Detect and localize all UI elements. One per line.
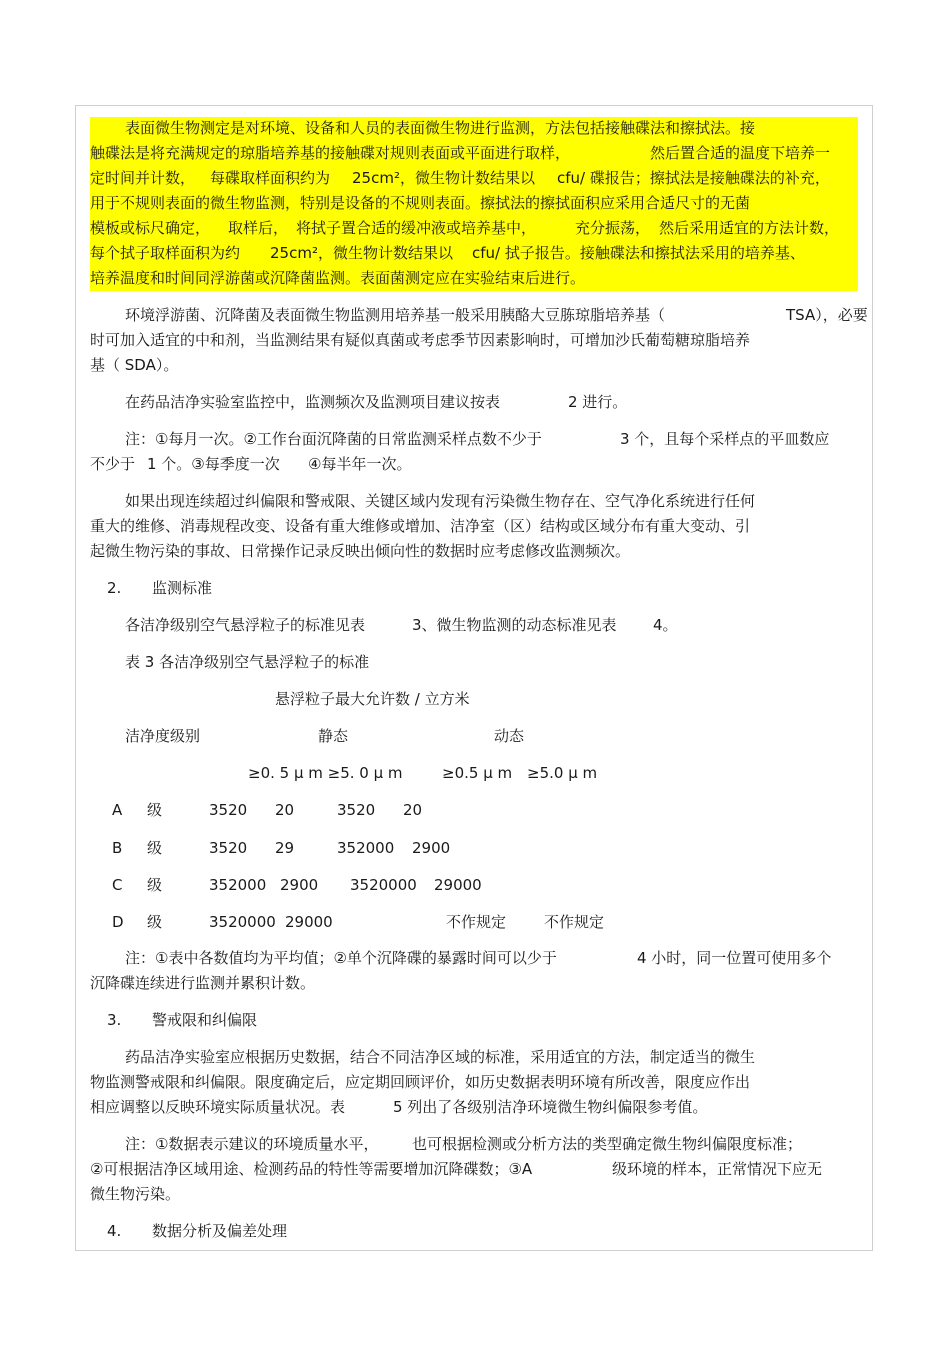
table3-cell: 20 [275,801,295,819]
table3-row-unit: 级 [147,801,163,819]
highlight-line-3a: 定时间并计数， [90,169,196,187]
std-line-c: 4。 [653,616,678,634]
table2-ref-b: 2 进行。 [568,393,628,411]
highlight-line-1: 表面微生物测定是对环境、设备和人员的表面微生物进行监测，方法包括接触碟法和擦拭法。接 [125,119,756,137]
section-2-number: 2. [107,579,122,597]
table3-size-dyn-2: ≥5.0 μ m [527,764,598,782]
highlight-line-4: 用于不规则表面的微生物监测，特别是设备的不规则表面。擦拭法的擦拭面积应采用合适尺寸的无菌 [90,194,751,212]
table3-col-dynamic: 动态 [494,727,525,745]
note1-line-2a: 不少于 [90,455,136,473]
modify-line-1: 如果出现连续超过纠偏限和警戒限、关键区域内发现有污染微生物存在、空气净化系统进行任何 [125,492,756,510]
note3-line-1a: 注：①数据表示建议的环境质量水平， [125,1135,379,1153]
limit-line-1: 药品洁净实验室应根据历史数据，结合不同洁净区域的标准，采用适宜的方法，制定适当的微生 [125,1048,756,1066]
table3-size-dyn-1: ≥0.5 μ m [442,764,513,782]
table3-col-static: 静态 [318,727,349,745]
note1-line-1a: 注：①每月一次。②工作台面沉降菌的日常监测采样点数不少于 [125,430,542,448]
table3-col-grade: 洁净度级别 [125,727,201,745]
note1-line-2c: ④每半年一次。 [308,455,412,473]
limit-line-3a: 相应调整以反映环境实际质量状况。表 [90,1098,346,1116]
table3-row-grade: A [112,801,123,819]
limit-line-2: 物监测警戒限和纠偏限。限度确定后，应定期回顾评价，如历史数据表明环境有所改善，限度应作出 [90,1073,751,1091]
medium-line-2: 时可加入适宜的中和剂，当监测结果有疑似真菌或考虑季节因素影响时，可增加沙氏葡萄糖琼脂培养 [90,331,751,349]
table3-row-unit: 级 [147,876,163,894]
table3-row-unit: 级 [147,913,163,931]
table3-cell: 3520 [209,839,248,857]
highlight-line-6c: cfu/ 拭子报告。接触碟法和擦拭法采用的培养基、 [472,244,805,262]
table3-cell: 20 [403,801,423,819]
section-2-title: 监测标准 [152,579,213,597]
section-4-title: 数据分析及偏差处理 [152,1222,288,1240]
medium-line-1b: TSA），必要 [786,306,868,324]
section-4-number: 4. [107,1222,122,1240]
highlight-line-3b: 每碟取样面积约为 [210,169,331,187]
highlight-line-7: 培养温度和时间同浮游菌或沉降菌监测。表面菌测定应在实验结束后进行。 [90,269,586,287]
highlight-line-5a: 模板或标尺确定， [90,219,211,237]
highlight-line-2: 触碟法是将充满规定的琼脂培养基的接触碟对规则表面或平面进行取样， [90,144,571,162]
table3-cell: 不作规定 [544,913,605,931]
table3-cell: 不作规定 [446,913,507,931]
highlight-line-3c: 25cm²，微生物计数结果以 [352,169,535,187]
note1-line-2b: 1 个。③每季度一次 [147,455,280,473]
highlight-line-5c: 将拭子置合适的缓冲液或培养基中， [296,219,537,237]
table3-row-unit: 级 [147,839,163,857]
highlight-line-5e: 然后采用适宜的方法计数， [659,219,840,237]
note3-line-3: 微生物污染。 [90,1185,181,1203]
highlight-line-6b: 25cm²，微生物计数结果以 [270,244,453,262]
modify-line-3: 起微生物污染的事故、日常操作记录反映出倾向性的数据时应考虑修改监测频次。 [90,542,631,560]
std-line-b: 3、微生物监测的动态标准见表 [412,616,617,634]
limit-line-3b: 5 列出了各级别洁净环境微生物纠偏限参考值。 [393,1098,708,1116]
table3-cell: 29000 [434,876,482,894]
table3-cell: 2900 [280,876,319,894]
section-3-title: 警戒限和纠偏限 [152,1011,258,1029]
table3-cell: 352000 [337,839,395,857]
table3-cell: 2900 [412,839,451,857]
table3-size-static: ≥0. 5 μ m ≥5. 0 μ m [248,764,403,782]
highlight-line-5b: 取样后， [228,219,289,237]
highlight-line-3d: cfu/ 碟报告；擦拭法是接触碟法的补充， [557,169,830,187]
note3-line-2a: ②可根据洁净区域用途、检测药品的特性等需要增加沉降碟数；③A [90,1160,533,1178]
table3-row-grade: D [112,913,124,931]
modify-line-2: 重大的维修、消毒规程改变、设备有重大维修或增加、洁净室（区）结构或区域分布有重大变动、引 [90,517,751,535]
note1-line-1b: 3 个，且每个采样点的平皿数应 [620,430,830,448]
table3-caption: 表 3 各洁净级别空气悬浮粒子的标准 [125,653,370,671]
table3-cell: 3520000 [350,876,417,894]
note3-line-2b: 级环境的样本，正常情况下应无 [612,1160,823,1178]
note2-line-1a: 注：①表中各数值均为平均值；②单个沉降碟的暴露时间可以少于 [125,949,557,967]
std-line-a: 各洁净级别空气悬浮粒子的标准见表 [125,616,366,634]
medium-line-3: 基（ SDA）。 [90,356,179,374]
note3-line-1b: 也可根据检测或分析方法的类型确定微生物纠偏限度标准； [412,1135,803,1153]
table3-cell: 3520 [337,801,376,819]
highlight-line-5d: 充分振荡， [575,219,651,237]
section-3-number: 3. [107,1011,122,1029]
table3-cell: 29000 [285,913,333,931]
table3-cell: 29 [275,839,295,857]
table2-ref-a: 在药品洁净实验室监控中，监测频次及监测项目建议按表 [125,393,501,411]
note2-line-2: 沉降碟连续进行监测并累积计数。 [90,974,316,992]
highlight-line-2b: 然后置合适的温度下培养一 [650,144,831,162]
table3-top-header: 悬浮粒子最大允许数 / 立方米 [275,690,470,708]
table3-row-grade: C [112,876,123,894]
highlight-line-6a: 每个拭子取样面积为约 [90,244,241,262]
table3-cell: 3520000 [209,913,276,931]
note2-line-1b: 4 小时，同一位置可使用多个 [637,949,832,967]
medium-line-1a: 环境浮游菌、沉降菌及表面微生物监测用培养基一般采用胰酪大豆胨琼脂培养基（ [125,306,666,324]
table3-cell: 352000 [209,876,267,894]
table3-row-grade: B [112,839,123,857]
table3-cell: 3520 [209,801,248,819]
